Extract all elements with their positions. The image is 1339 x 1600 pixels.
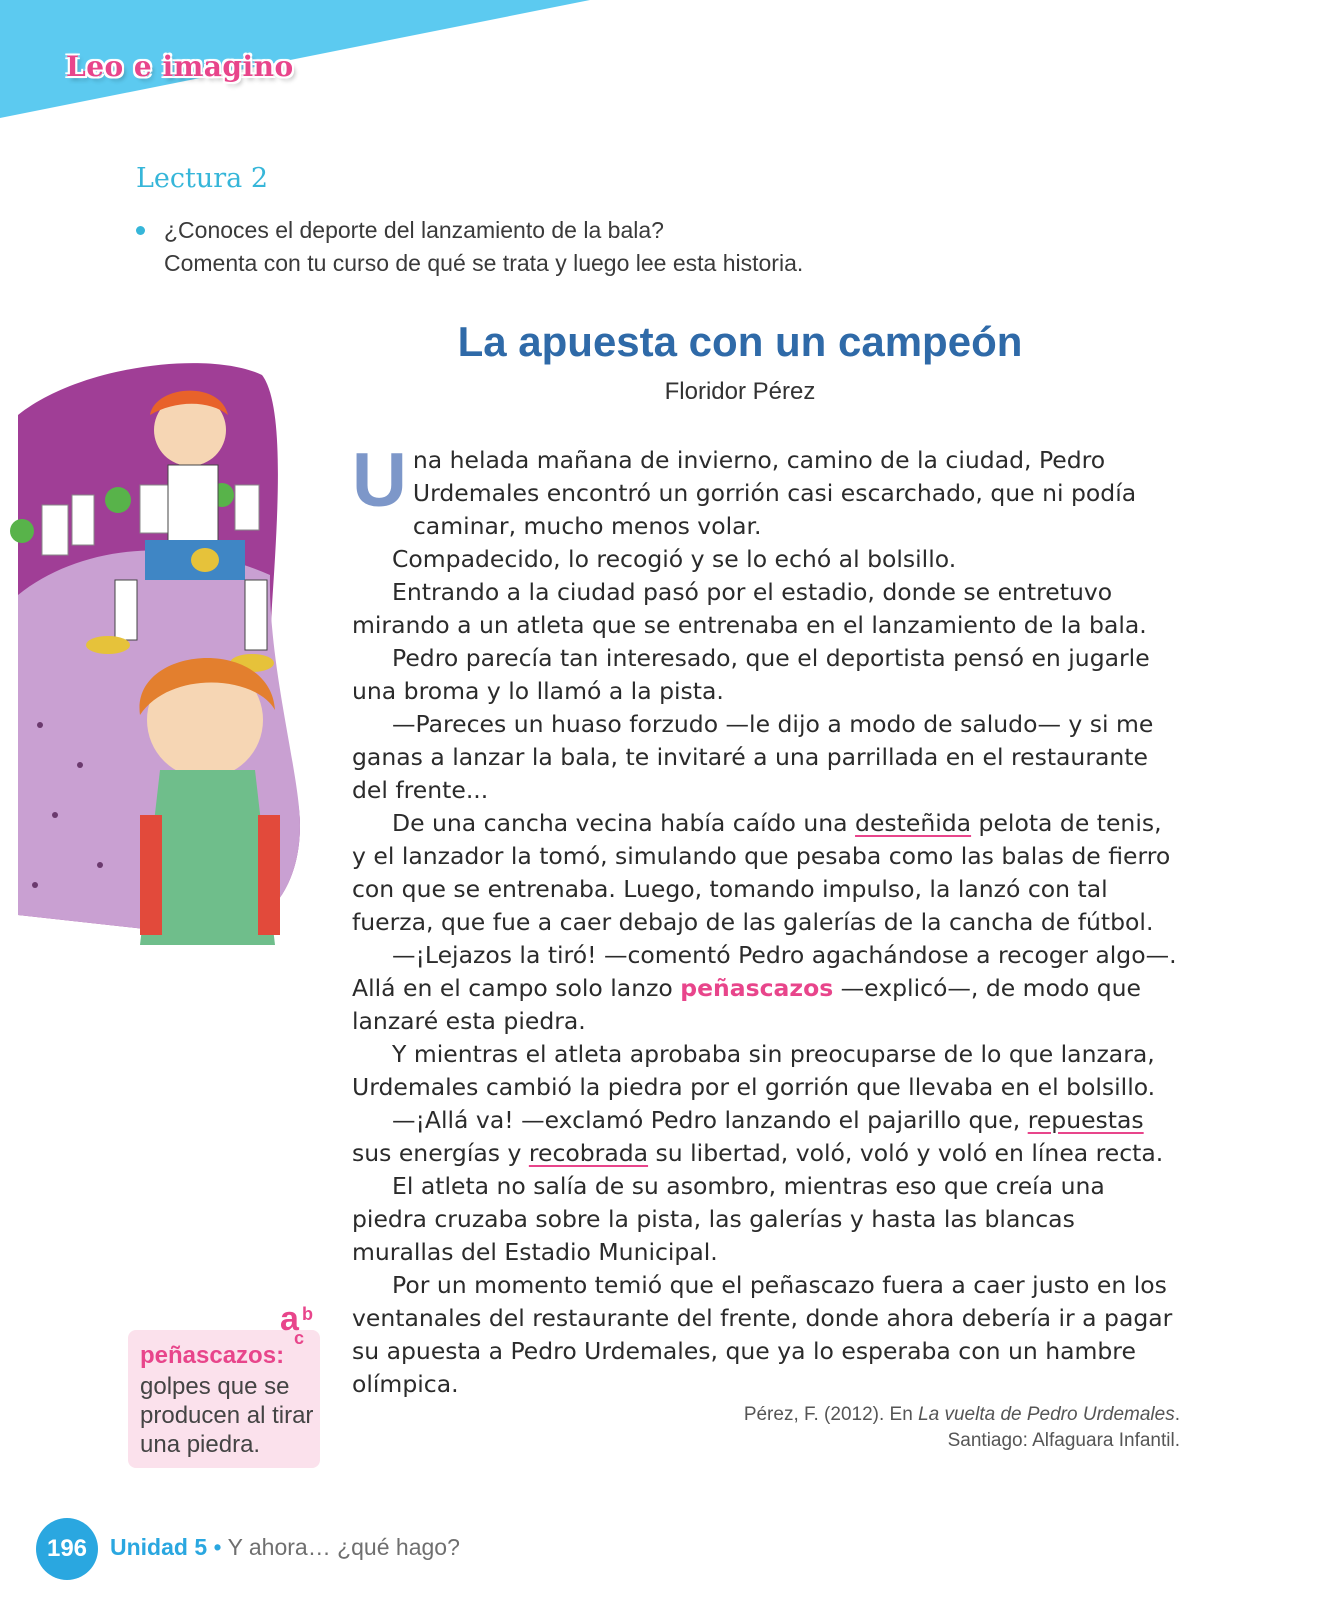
story-illustration (0, 345, 300, 945)
paragraph-9: —¡Allá va! —exclamó Pedro lanzando el pajarillo que, repuestas sus energías y recobrada su libertad, voló, voló y voló en línea recta. (352, 1106, 1164, 1167)
prompt-line-2: Comenta con tu curso de qué se trata y luego lee esta historia. (164, 250, 804, 276)
bibliographic-reference (640, 1402, 1180, 1454)
section-badge: Leo e imagino (66, 50, 294, 83)
paragraph-3: Entrando a la ciudad pasó por el estadio, donde se entretuvo mirando a un atleta que se entrenaba en el lanzamiento de la bala. (352, 578, 1147, 639)
reading-prompt (136, 214, 1036, 280)
reference-line-1: Pérez, F. (2012). En La vuelta de Pedro Urdemales. (743, 1404, 1180, 1425)
paragraph-1: Una helada mañana de invierno, camino de la ciudad, Pedro Urdemales encontró un gorrión casi escarchado, que ni podía caminar, mucho menos volar. (352, 438, 1137, 540)
page-number: 196 (36, 1518, 98, 1580)
footer-separator: • (213, 1534, 222, 1560)
paragraph-10: El atleta no salía de su asombro, mientras eso que creía una piedra cruzaba sobre la pista, las galerías y hasta las blancas murallas del Estadio Municipal. (352, 1172, 1105, 1266)
bullet-icon (136, 226, 145, 235)
abc-icon (280, 1302, 320, 1346)
paragraph-5: —Pareces un huaso forzudo —le dijo a modo de saludo— y si me ganas a lanzar la bala, te invitaré a una parrillada en el restaurante del frente... (352, 710, 1154, 804)
svg-text:c: c (294, 1328, 305, 1346)
drop-cap: U (352, 438, 407, 523)
paragraph-8: Y mientras el atleta aprobaba sin preocuparse de lo que lanzara, Urdemales cambió la piedra por el gorrión que llevaba en el bolsillo. (352, 1040, 1156, 1101)
svg-text:a: a (280, 1302, 299, 1338)
footer-unit-info (110, 1534, 460, 1561)
svg-text:b: b (302, 1304, 313, 1324)
paragraph-4: Pedro parecía tan interesado, que el deportista pensó en jugarle una broma y lo llamó a la pista. (352, 644, 1150, 705)
reference-line-2: Santiago: Alfaguara Infantil. (947, 1430, 1180, 1451)
glossary-word-penascazos: peñascazos (680, 974, 834, 1002)
paragraph-11: Por un momento temió que el peñascazo fuera a caer justo en los ventanales del restaurante del frente, donde ahora debería ir a pagar su apuesta a Pedro Urdemales, que ya lo esperaba con un hambre olímpica. (352, 1271, 1173, 1398)
paragraph-7: —¡Lejazos la tiró! —comentó Pedro agachándose a recoger algo—. Allá en el campo solo lanzo peñascazos —explicó—, de modo que lanzaré esta piedra. (352, 941, 1177, 1035)
vocab-word-repuestas: repuestas (1027, 1106, 1144, 1134)
reference-book-title: La vuelta de Pedro Urdemales (918, 1404, 1175, 1425)
paragraph-6: De una cancha vecina había caído una desteñida pelota de tenis, y el lanzador la tomó, simulando que pesaba como las balas de fierro con que se entrenaba. Luego, tomando impulso, la lanzó con tal fuerza, que fue a caer debajo de las galerías de la cancha de fútbol. (352, 809, 1171, 936)
prompt-line-1: ¿Conoces el deporte del lanzamiento de la bala? (164, 217, 664, 243)
unit-title: Y ahora… ¿qué hago? (227, 1534, 460, 1560)
glossary-definition: golpes que se producen al tirar una piedra. (140, 1373, 314, 1458)
story-body (352, 438, 1182, 1401)
story-author: Floridor Pérez (664, 378, 816, 405)
story-title: La apuesta con un campeón (457, 318, 1023, 365)
vocab-word-destenida: desteñida (855, 809, 972, 837)
vocab-word-recobrada: recobrada (528, 1139, 649, 1167)
unit-label: Unidad 5 (110, 1534, 208, 1560)
glossary-term: peñascazos: (140, 1342, 285, 1369)
reading-number: Lectura 2 (136, 163, 269, 194)
paragraph-2: Compadecido, lo recogió y se lo echó al bolsillo. (392, 545, 957, 573)
